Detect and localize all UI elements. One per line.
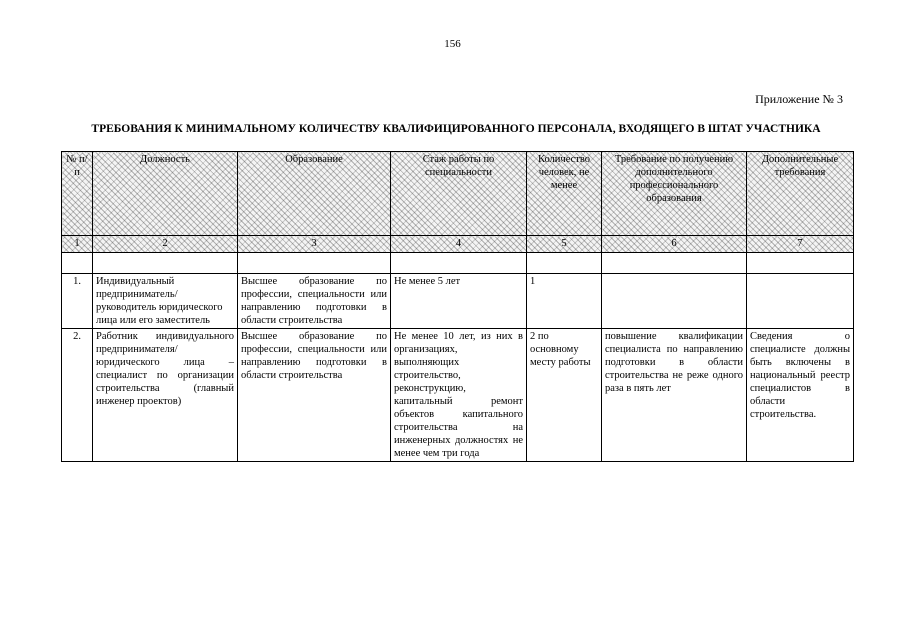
page-number: 156	[444, 38, 461, 50]
header-cell-training: Требование по получению дополнительного профессионального образования	[602, 152, 747, 236]
header-cell-education: Образование	[238, 152, 391, 236]
column-number: 7	[747, 236, 854, 253]
empty-cell	[527, 253, 602, 274]
header-cell-number: № п/п	[62, 152, 93, 236]
experience-cell: Не менее 5 лет	[391, 274, 527, 329]
document-title: ТРЕБОВАНИЯ К МИНИМАЛЬНОМУ КОЛИЧЕСТВУ КВАЛИФИЦИРОВАННОГО ПЕРСОНАЛА, ВХОДЯЩЕГО В ШТАТ УЧАСТНИКА	[91, 123, 821, 135]
requirements-table	[61, 151, 854, 462]
header-cell-position: Должность	[93, 152, 238, 236]
header-cell-additional: Дополнительные требования	[747, 152, 854, 236]
column-number: 5	[527, 236, 602, 253]
empty-cell	[238, 253, 391, 274]
position-cell: Работник индивидуального предпринимателя/ юридического лица – специалист по организации строительства (главный инженер проектов)	[93, 329, 238, 462]
position-cell: Индивидуальный предприниматель/руководитель юридического лица или его заместитель	[93, 274, 238, 329]
table-row	[62, 274, 854, 329]
count-cell: 2 по основному месту работы	[527, 329, 602, 462]
appendix-label: Приложение № 3	[755, 92, 843, 106]
training-cell: повышение квалификации специалиста по направлению подготовки в области строительства не реже одного раза в пять лет	[602, 329, 747, 462]
additional-cell	[747, 274, 854, 329]
empty-cell	[602, 253, 747, 274]
education-cell: Высшее образование по профессии, специальности или направлению подготовки в области строительства	[238, 329, 391, 462]
training-cell	[602, 274, 747, 329]
table-header-row	[62, 152, 854, 236]
empty-cell	[93, 253, 238, 274]
column-number: 3	[238, 236, 391, 253]
table-row	[62, 329, 854, 462]
column-number: 6	[602, 236, 747, 253]
additional-cell: Сведения о специалисте должны быть включены в национальный реестр специалистов в области строительства.	[747, 329, 854, 462]
spacer-row	[62, 253, 854, 274]
education-cell: Высшее образование по профессии, специальности или направлению подготовки в области строительства	[238, 274, 391, 329]
empty-cell	[747, 253, 854, 274]
header-cell-experience: Стаж работы по специальности	[391, 152, 527, 236]
column-number: 1	[62, 236, 93, 253]
column-number: 4	[391, 236, 527, 253]
count-cell: 1	[527, 274, 602, 329]
experience-cell: Не менее 10 лет, из них в организациях, выполняющих строительство, реконструкцию, капитальный ремонт объектов капитального строительства на инженерных должностях не менее чем три года	[391, 329, 527, 462]
empty-cell	[62, 253, 93, 274]
column-number-row	[62, 236, 854, 253]
empty-cell	[391, 253, 527, 274]
header-cell-count: Количество человек, не менее	[527, 152, 602, 236]
row-number: 2.	[62, 329, 93, 462]
row-number: 1.	[62, 274, 93, 329]
column-number: 2	[93, 236, 238, 253]
